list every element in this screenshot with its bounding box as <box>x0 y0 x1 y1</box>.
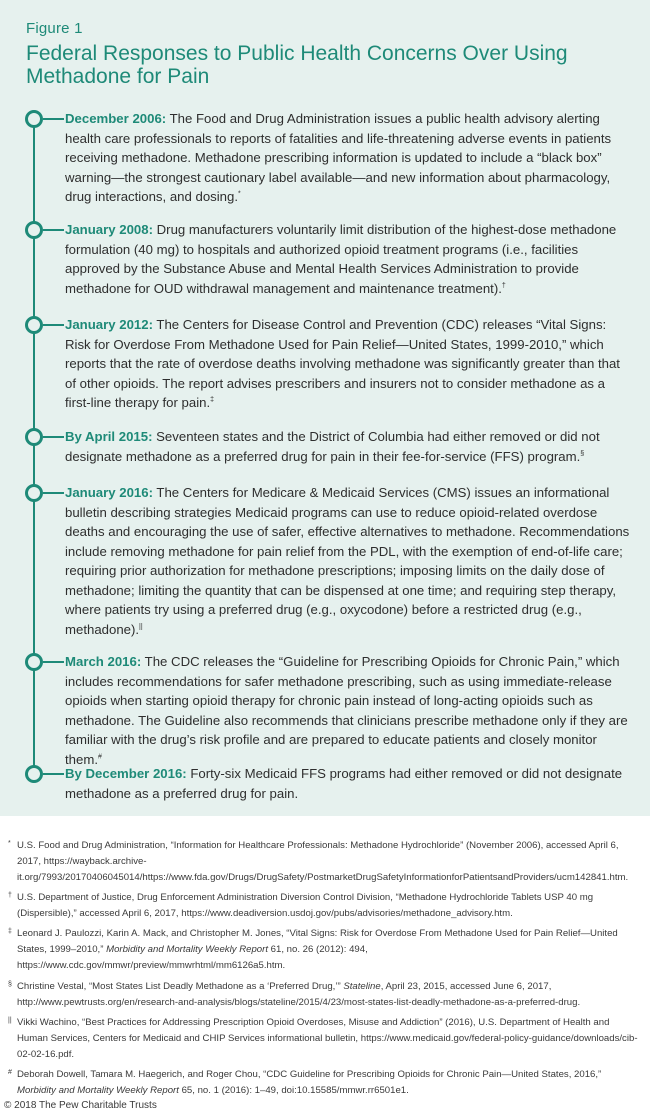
timeline-node-icon <box>25 221 43 239</box>
footnote-ref: § <box>580 450 585 458</box>
event-date: January 2008: <box>65 222 153 237</box>
footnote-ref: † <box>501 282 506 290</box>
event-text <box>65 315 633 413</box>
footnote-text: Leonard J. Paulozzi, Karin A. Mack, and Christopher M. Jones, “Vital Signs: Risk for Overdose From Methadone Used for Pain Relief—United States, 1999–2010,” <box>17 928 618 956</box>
footnote-text-tail: 61, no. 26 (2012): 494, https://www.cdc.gov/mmwr/preview/mmwrhtml/mm6126a5.htm. <box>17 944 368 972</box>
footnote-mark: ‡ <box>8 928 12 935</box>
timeline-connector <box>43 118 64 120</box>
timeline-connector <box>43 492 64 494</box>
event-date: March 2016: <box>65 654 142 669</box>
timeline-connector <box>43 773 64 775</box>
event-description: Seventeen states and the District of Columbia had either removed or did not designate methadone as a preferred drug for pain in their fee-for-service (FFS) program. <box>65 429 600 464</box>
footnote-publication: Morbidity and Mortality Weekly Report <box>17 1085 179 1097</box>
footnote-text: U.S. Food and Drug Administration, “Information for Healthcare Professionals: Methadone Hydrochloride” (November 2006), accessed April 6, 2017, https://wayback.archive-it.org/7993/20170406045014/https://www.fda.gov/Drugs/DrugSafety/PostmarketDrugSafetyInformationforPatientsandProviders/ucm142841.htm. <box>17 840 629 884</box>
timeline-line <box>33 116 35 776</box>
event-text <box>65 220 633 298</box>
event-text <box>65 109 633 207</box>
timeline-node-icon <box>25 653 43 671</box>
footnote-ref: * <box>238 190 241 198</box>
event-description: The Centers for Disease Control and Prevention (CDC) releases “Vital Signs: Risk for Overdose From Methadone Used for Pain Relief—United States, 1999-2010,” which reports that the rate of overdose deaths involving methadone was significantly greater than that of other opioids. The report advises prescribers and insurers not to consider methadone as a first-line therapy for pain. <box>65 317 620 410</box>
footnote-item <box>8 838 638 887</box>
event-text <box>65 764 633 803</box>
timeline-connector <box>43 324 64 326</box>
footnote-text-tail: , April 23, 2015, accessed June 6, 2017, http://www.pewtrusts.org/en/research-and-analysis/blogs/stateline/2015/4/23/most-states-list-deadly-methadone-as-a-preferred-drug. <box>17 981 581 1009</box>
timeline-node-icon <box>25 316 43 334</box>
timeline-connector <box>43 436 64 438</box>
event-date: By April 2015: <box>65 429 153 444</box>
footnote-ref: # <box>97 753 102 761</box>
footnote-text: Vikki Wachino, “Best Practices for Addressing Prescription Opioid Overdoses, Misuse and Addiction” (2016), U.S. Department of Health and Human Services, Centers for Medicaid and CHIP Services informational bulletin, https://www.medicaid.gov/federal-policy-guidance/downloads/cib-02-02-16.pdf. <box>17 1017 638 1061</box>
figure-title: Federal Responses to Public Health Concerns Over Using Methadone for Pain <box>26 42 568 88</box>
event-text <box>65 483 633 639</box>
copyright: © 2018 The Pew Charitable Trusts <box>4 1100 157 1111</box>
footnote-text: Deborah Dowell, Tamara M. Haegerich, and Roger Chou, “CDC Guideline for Prescribing Opioids for Chronic Pain—United States, 2016,” <box>17 1069 602 1080</box>
timeline-node-icon <box>25 428 43 446</box>
event-description: The CDC releases the “Guideline for Prescribing Opioids for Chronic Pain,” which includes recommendations for safer methadone prescribing, such as using immediate-release opioids when starting opioid therapy for chronic pain instead of long-acting opioids such as methadone. The Guideline also recommends that clinicians prescribe methadone only if they are familiar with the drug’s risk profile and are prepared to educate patients and closely monitor them. <box>65 654 628 767</box>
event-date: January 2016: <box>65 485 153 500</box>
figure-label: Figure 1 <box>26 20 83 37</box>
footnote-item <box>8 1015 638 1064</box>
footnote-ref: ‡ <box>210 396 215 404</box>
event-description: The Centers for Medicare & Medicaid Services (CMS) issues an informational bulletin describing strategies Medicaid programs can use to reduce opioid-related overdose deaths and encouraging the use of safer, effective alternatives to methadone. Recommendations include removing methadone for pain relief from the PDL, with the exemption of end-of-life care; requiring prior authorization for methadone prescriptions; imposing limits on the daily dose of methadone; limiting the quantity that can be dispensed at one time; and requiring step therapy, where patients try using a preferred drug (e.g., oxycodone) before a restricted drug (e.g., methadone). <box>65 485 630 637</box>
footnote-publication: Morbidity and Mortality Weekly Report <box>106 944 268 956</box>
footnote-item <box>8 926 638 975</box>
event-date: By December 2016: <box>65 766 187 781</box>
timeline-node-icon <box>25 110 43 128</box>
event-text <box>65 652 633 769</box>
footnote-mark: || <box>8 1017 12 1024</box>
footnote-mark: § <box>8 981 12 988</box>
event-date: December 2006: <box>65 111 167 126</box>
timeline-node-icon <box>25 484 43 502</box>
footnote-text: U.S. Department of Justice, Drug Enforcement Administration Diversion Control Division, “Methadone Hydrochloride Tablets USP 40 mg (Dispersible),” accessed April 6, 2017, https://www.deadiversion.usdoj.gov/pubs/advisories/methadone_advisory.htm. <box>17 892 594 920</box>
timeline-node-icon <box>25 765 43 783</box>
footnote-item <box>8 890 638 922</box>
event-description: Forty-six Medicaid FFS programs had either removed or did not designate methadone as a preferred drug for pain. <box>65 766 623 801</box>
footnote-text-tail: 65, no. 1 (2016): 1–49, doi:10.15585/mmwr.rr6501e1. <box>178 1085 409 1097</box>
footnote-mark: * <box>8 840 11 847</box>
footnote-item <box>8 1067 638 1099</box>
event-text <box>65 427 633 466</box>
footnote-item <box>8 979 638 1011</box>
footnote-mark: † <box>8 892 12 899</box>
timeline-connector <box>43 661 64 663</box>
footnote-publication: Stateline <box>343 981 381 992</box>
footnote-mark: # <box>8 1069 12 1076</box>
event-date: January 2012: <box>65 317 153 332</box>
footnote-text: Christine Vestal, “Most States List Deadly Methadone as a ‘Preferred Drug,’” <box>17 981 344 992</box>
event-description: Drug manufacturers voluntarily limit distribution of the highest-dose methadone formulation (40 mg) to hospitals and authorized opioid treatment programs (i.e., facilities approved by the Substance Abuse and Mental Health Services Administration to provide methadone for OUD withdrawal management and maintenance treatment). <box>65 222 617 296</box>
event-description: The Food and Drug Administration issues a public health advisory alerting health care professionals to reports of fatalities and life-threatening adverse events in patients receiving methadone. Methadone prescribing information is updated to include a “black box” warning—the strongest cautionary label available—and new information about pharmacology, drug interactions, and dosing. <box>65 111 612 204</box>
footnote-ref: || <box>139 623 143 631</box>
timeline-connector <box>43 229 64 231</box>
